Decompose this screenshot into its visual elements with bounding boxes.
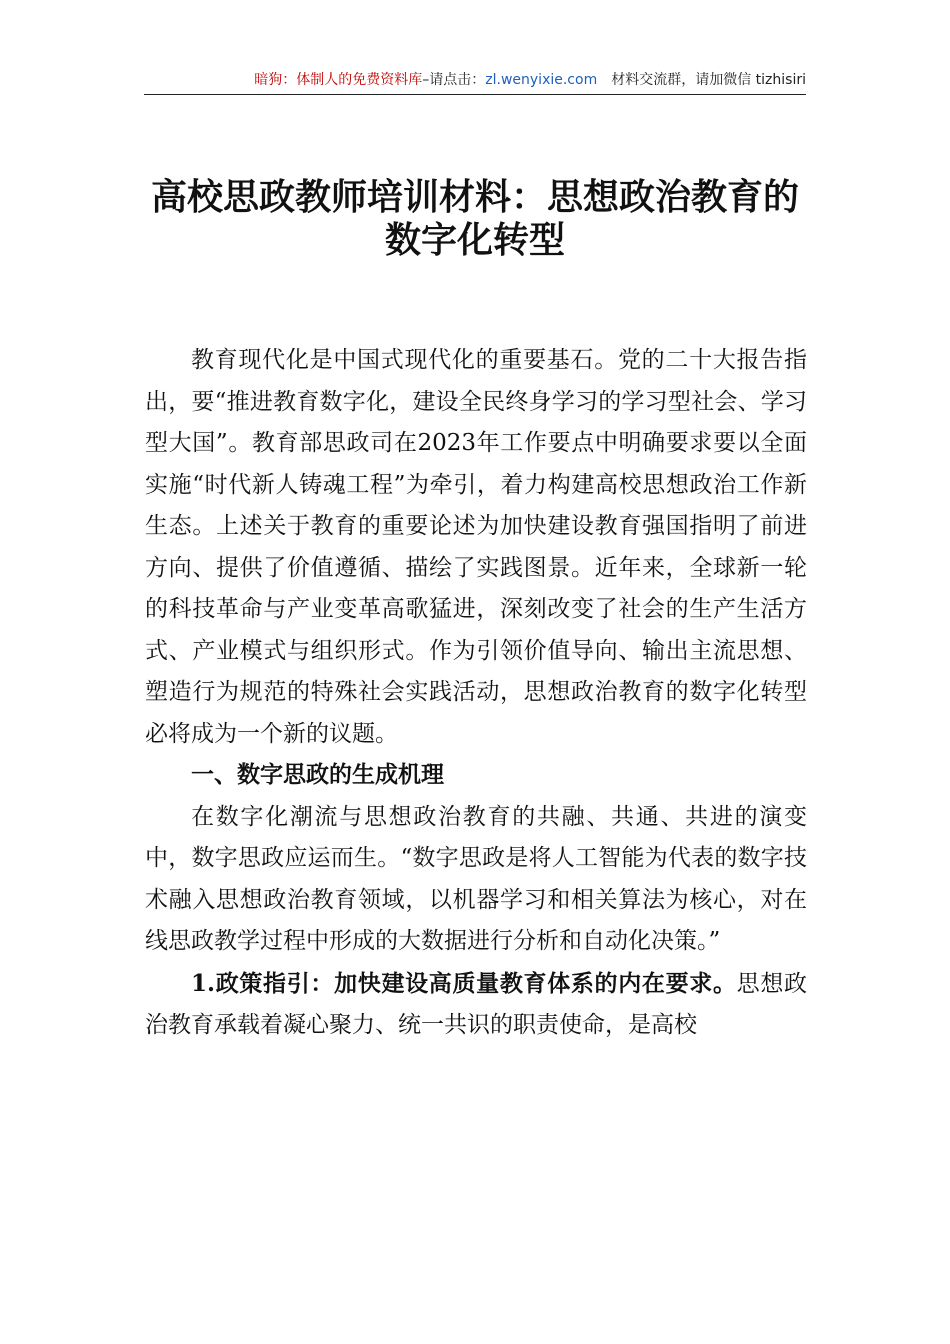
header-brand: 暗狗：体制人的免费资料库 xyxy=(254,72,423,88)
paragraph-policy xyxy=(145,963,807,1047)
header-group-note: 材料交流群，请加微信 tizhisiri xyxy=(611,72,806,88)
paragraph-definition: 在数字化潮流与思想政治教育的共融、共通、共进的演变中，数字思政应运而生。“数字思政是将人工智能为代表的数字技术融入思想政治教育领域，以机器学习和相关算法为核心，对在线思政教学过程中形成的大数据进行分析和自动化决策。” xyxy=(145,803,807,954)
document-title-line-2: 数字化转型 xyxy=(384,219,565,261)
paragraph-intro: 教育现代化是中国式现代化的重要基石。党的二十大报告指出，要“推进教育数字化，建设全民终身学习的学习型社会、学习型大国”。教育部思政司在2023年工作要点中明确要求要以全面实施“时代新人铸魂工程”为牵引，着力构建高校思想政治工作新生态。上述关于教育的重要论述为加快建设教育强国指明了前进方向、提供了价值遵循、描绘了实践图景。近年来，全球新一轮的科技革命与产业变革高歌猛进，深刻改变了社会的生产生活方式、产业模式与组织形式。作为引领价值导向、输出主流思想、塑造行为规范的特殊社会实践活动，思想政治教育的数字化转型必将成为一个新的议题。 xyxy=(145,347,807,747)
document-title-line-1: 高校思政教师培训材料：思想政治教育的 xyxy=(150,176,799,218)
document-body xyxy=(145,340,807,1047)
section-heading-1: 一、数字思政的生成机理 xyxy=(191,762,444,788)
header-prefix: –请点击： xyxy=(422,72,486,88)
paragraph-policy-lead: 1.政策指引：加快建设高质量教育体系的内在要求。 xyxy=(191,969,737,997)
paragraph-policy-text: 思想政治教育承载着凝心聚力、统一共识的职责使命，是高校 xyxy=(145,970,807,1038)
header-link[interactable]: zl.wenyixie.com xyxy=(485,72,598,88)
page-header xyxy=(144,70,806,95)
